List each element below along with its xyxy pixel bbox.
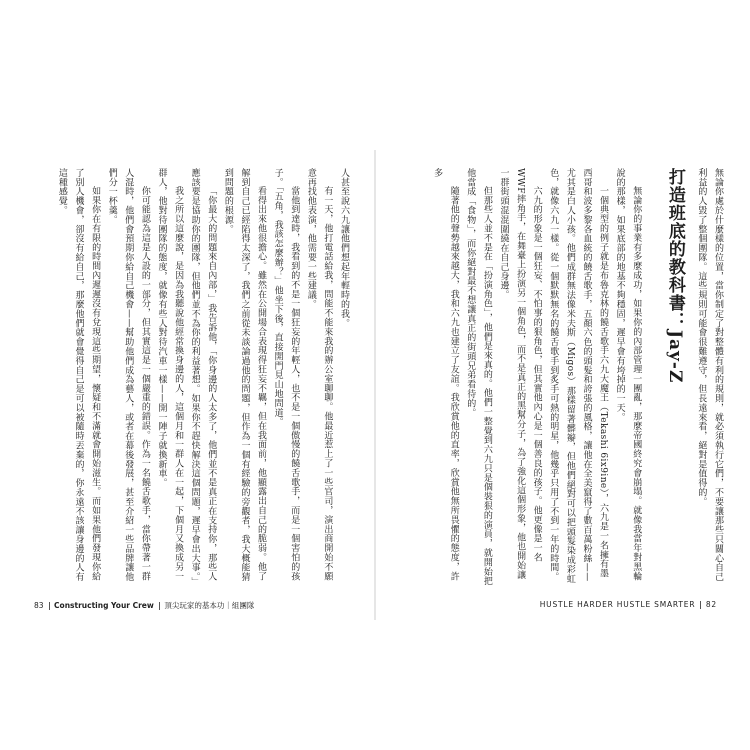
footer-divider — [159, 602, 160, 610]
body-paragraph: 隨著他的聲勢越來越大，我和六九也建立了友誼。我欣賞他的直率，欣賞他無所畏懼的態度，許多 — [432, 168, 459, 581]
page-number: 83 — [34, 601, 44, 610]
body-paragraph: 一個典型的例子就是布魯克林的饒舌歌手六九大魔王（Tekashi 6ix9ine），六九是一名擁有墨西哥和波多黎各血統的饒舌歌手，五顏六色的頭髮和誇張的風格，讓他在全美竄得了數百萬粉絲——尤其是白人小孩。他們成群無法像米夫斯（Migos）那樣留著髒辮，但他們絕對可以把頭髮染成彩虹色，就像六九一樣。從一個默默無名的饒舌歌手到炙手可熱的明星，他幾乎只用了不到一年的時間。 — [548, 168, 609, 584]
intro-paragraph: 無論你處於什麼樣的位置，當你制定了對整體有利的規則，就必須執行它們，不要讓那些只關心自己利益的人毀了整個團隊。這些規則可能會很難遵守，但長遠來看，絕對是值得的。 — [696, 168, 723, 582]
page-number: 82 — [705, 600, 717, 609]
body-paragraph: 有一天，他打電話給我，問能不能來我的辦公室聊聊。他最近惹上了一些官司，演出商開始不願意再找他表演，他需要一些建議。 — [305, 168, 333, 581]
body-paragraph: 我之所以這麼說，是因為我聽說他經常換身邊的人，這個月和一群人在一起，下個月又換成另一群人，他對待團隊的態度，就像有些人對待汽車一樣——開一陣子就換新車。 — [156, 168, 184, 581]
left-footer — [34, 600, 254, 611]
left-page-text — [42, 168, 352, 586]
body-paragraph: 無論你的事業有多麼成功，如果你的內部管理一團亂，那麼帝國終究會崩塌。就像我當年對黑輪說的那樣，如果底部的地基不夠穩固，遲早會有垮掉的一天。 — [614, 168, 642, 581]
body-paragraph: 六九的形象是一個狂妄、不怕事的狠角色，但其實他內心是一個善良的孩子。他更像是一名WWF摔角手，在舞臺上扮演另一個角色，而不是真正的黑幫分子，為了強化這個形象，他也開始讓一群街頭混混圍繞在自己身邊。 — [498, 168, 542, 580]
section-heading: 打造班底的教科書：Jay-Z — [664, 168, 685, 384]
book-gutter — [374, 150, 376, 620]
footer-divider — [700, 601, 701, 609]
footer-subsection: 頂尖玩家的基本功｜組團隊 — [164, 601, 255, 610]
right-page-text — [386, 168, 726, 586]
body-paragraph: 「你最大的問題來自內部，」我告訴他，「你身邊的人太多了，他們並不是真正在支持你，那些人應該要是協助你的團隊，但他們並不為你的利益著想。如果你不趕快解決這個問題，遲早會出大事。」 — [189, 168, 217, 586]
body-paragraph: 但那些人並不是在「扮演角色」，他們是來真的。他們一整覺到六九只是個裝狠的演員，就開始把他當成「食物」，而你絕對最不想讓真正的街頭兄弟看待的。 — [465, 168, 492, 586]
running-title: HUSTLE HARDER HUSTLE SMARTER — [539, 600, 696, 609]
body-paragraph: 當他到達時，我看到的不是一個狂妄的年輕人，也不是一個傲慢的饒舌歌手，而是一個害怕的孩子。「五角，我該怎麼辦？」他坐下後，直接開門見山地問道。 — [272, 168, 300, 581]
right-footer — [540, 600, 717, 609]
body-paragraph: 你可能認為這是人設的一部分，但其實這是一個嚴重的錯誤。作為一名饒舌歌手，當你帶著一群人混時，他們會預期你給自己機會——幫助他們成為藝人，或者在幕後發展，甚至介紹一些品牌讓他們分一杯羹。 — [106, 168, 150, 582]
footer-divider — [49, 602, 50, 610]
body-paragraph: 如果你在有限的時間內遲遲沒有兌現這些期望，懷疑和不滿就會開始滋生。而如果他們發現你給了別人機會，卻沒有給自己，那麼他們就會覺得自己是可以被隨時丟棄的，你永遠不該讓身邊的人有這種感覺。 — [56, 168, 101, 582]
footer-section: Constructing Your Crew — [54, 601, 154, 610]
body-paragraph: 人甚至說六九讓他們想起年輕時的我。 — [339, 168, 349, 328]
body-paragraph: 看得出來他很擔心。雖然在公開場合表現得狂妄不羈，但在我面前，他顯露出自己的脆弱。他了解到自己已經陷得太深了，我們之前從未談論過他的問題，但作為一個有經驗的旁觀者，我大概能猜到問題的根源。 — [222, 168, 267, 582]
